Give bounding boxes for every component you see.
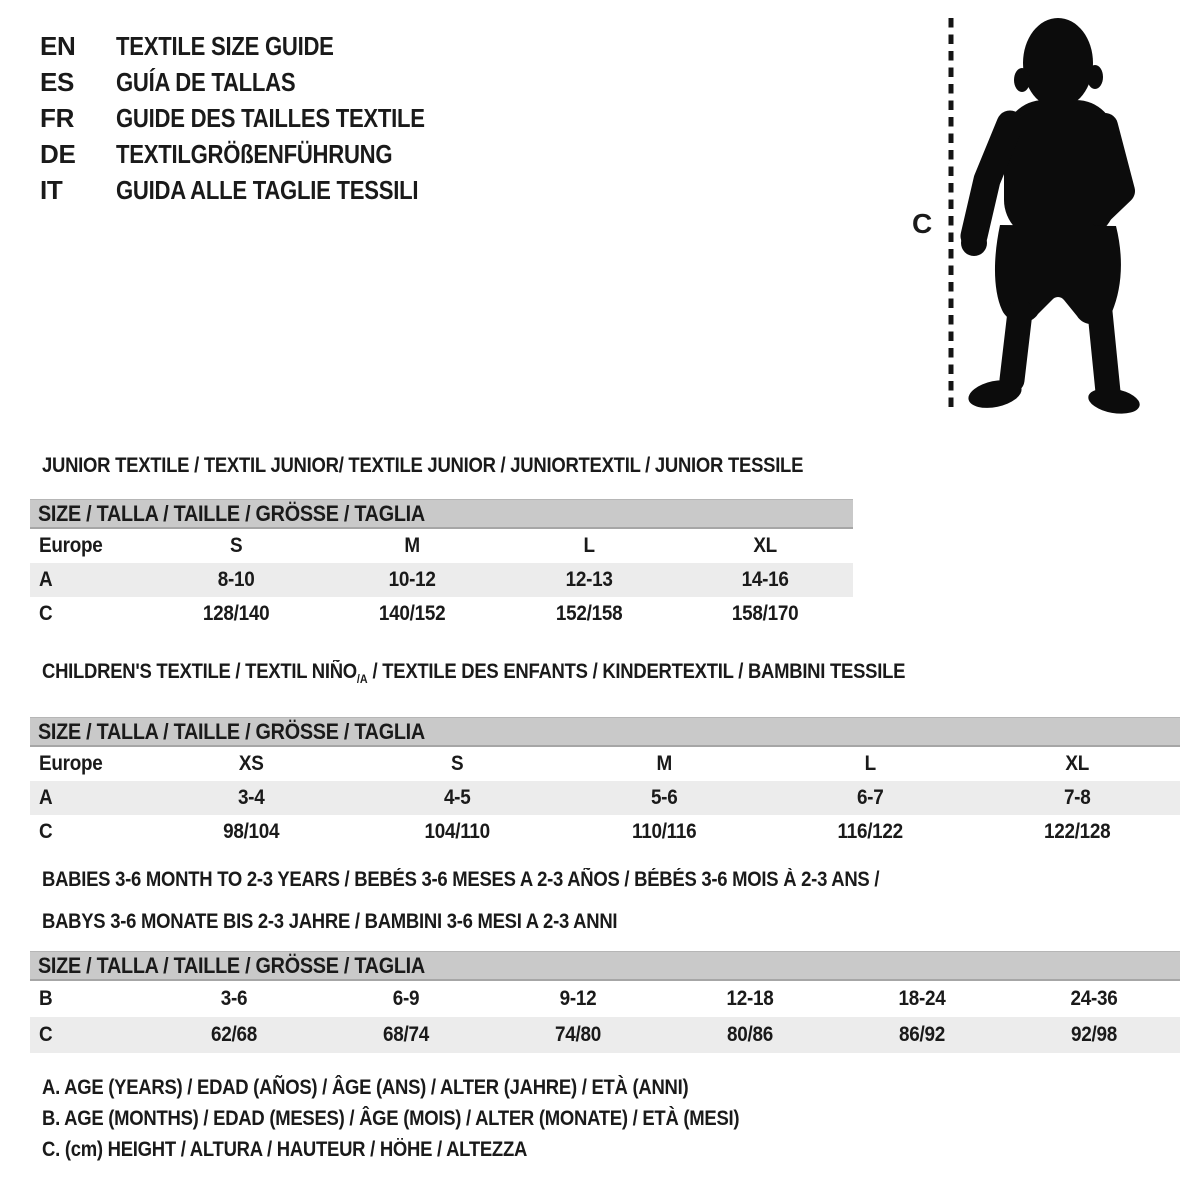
value-cell: 6-7	[857, 785, 884, 809]
legend-line-c: C. (cm) HEIGHT / ALTURA / HAUTEUR / HÖHE / ALTEZZA	[42, 1138, 528, 1161]
size-cell: M	[404, 534, 421, 558]
value-cell: 10-12	[388, 568, 436, 592]
value-cell: 3-4	[237, 785, 265, 809]
value-cell: 104/110	[424, 819, 491, 843]
row-label-cell: B	[39, 987, 53, 1011]
row-label-cell: C	[39, 819, 53, 843]
nino-a-subscript: /A	[356, 672, 368, 687]
value-cell: 140/152	[379, 602, 446, 626]
size-header-bar: SIZE / TALLA / TAILLE / GRÖSSE / TAGLIA	[30, 951, 1180, 981]
junior-section-title: JUNIOR TEXTILE / TEXTIL JUNIOR/ TEXTILE JUNIOR / JUNIORTEXTIL / JUNIOR TESSILE	[42, 454, 804, 478]
value-cell: 12-13	[565, 568, 613, 592]
language-code: EN	[40, 31, 76, 61]
value-cell: 116/122	[837, 819, 904, 843]
value-cell: 24-36	[1070, 987, 1118, 1011]
legend-line-a: A. AGE (YEARS) / EDAD (AÑOS) / ÂGE (ANS) / ALTER (JAHRE) / ETÀ (ANNI)	[42, 1076, 689, 1099]
legend-line-b: B. AGE (MONTHS) / EDAD (MESES) / ÂGE (MOIS) / ALTER (MONATE) / ETÀ (MESI)	[42, 1107, 740, 1130]
children-textile-section	[30, 643, 1180, 849]
value-cell: 152/158	[555, 602, 622, 626]
value-cell: 14-16	[741, 568, 789, 592]
language-code: IT	[40, 175, 63, 205]
value-cell: 62/68	[211, 1023, 257, 1047]
language-title: TEXTILGRÖßENFÜHRUNG	[116, 139, 393, 169]
table-row-height	[30, 815, 1180, 849]
value-cell: 18-24	[898, 987, 946, 1011]
height-figure	[900, 0, 1160, 430]
value-cell: 128/140	[202, 602, 270, 626]
size-cell: S	[229, 534, 243, 558]
table-row-height	[30, 1017, 1180, 1053]
value-cell: 110/116	[631, 819, 697, 843]
value-cell: 12-18	[726, 987, 774, 1011]
row-label-cell: C	[39, 602, 53, 626]
table-row-age	[30, 563, 853, 597]
babies-textile-section	[30, 851, 1180, 1053]
row-label-cell: Europe	[39, 751, 103, 775]
value-cell: 158/170	[731, 602, 799, 626]
language-row-es	[40, 64, 479, 100]
language-row-it	[40, 172, 479, 208]
language-row-fr	[40, 100, 479, 136]
row-label-cell: A	[39, 568, 53, 592]
language-header	[40, 28, 479, 208]
value-cell: 7-8	[1063, 785, 1091, 809]
language-row-de	[40, 136, 479, 172]
babies-section-title-line1: BABIES 3-6 MONTH TO 2-3 YEARS / BEBÉS 3-6 MESES A 2-3 AÑOS / BÉBÉS 3-6 MOIS À 2-3 ANS /	[42, 868, 880, 892]
value-cell: 92/98	[1071, 1023, 1117, 1047]
value-cell: 68/74	[383, 1023, 429, 1047]
legend	[30, 1072, 834, 1165]
row-label-cell: Europe	[39, 534, 103, 558]
language-title: GUIDE DES TAILLES TEXTILE	[116, 103, 425, 133]
children-size-table	[30, 717, 1180, 849]
language-row-en	[40, 28, 479, 64]
toddler-silhouette-shape	[961, 18, 1142, 417]
toddler-silhouette-icon	[900, 0, 1160, 430]
value-cell: 74/80	[555, 1023, 601, 1047]
value-cell: 6-9	[392, 987, 420, 1011]
table-row-europe	[30, 529, 853, 563]
junior-textile-section	[30, 437, 853, 631]
value-cell: 8-10	[217, 568, 255, 592]
language-code: DE	[40, 139, 76, 169]
table-row-months	[30, 981, 1180, 1017]
size-cell: S	[451, 751, 464, 775]
value-cell: 9-12	[559, 987, 597, 1011]
language-title: GUÍA DE TALLAS	[116, 67, 296, 97]
value-cell: 5-6	[650, 785, 678, 809]
value-cell: 122/128	[1043, 819, 1110, 843]
babies-section-title-line2: BABYS 3-6 MONATE BIS 2-3 JAHRE / BAMBINI 3-6 MESI A 2-3 ANNI	[42, 909, 618, 933]
table-row-europe	[30, 747, 1180, 781]
table-row-height	[30, 597, 853, 631]
junior-size-table	[30, 499, 853, 631]
language-title: TEXTILE SIZE GUIDE	[116, 31, 334, 61]
value-cell: 86/92	[899, 1023, 945, 1047]
size-cell: XS	[238, 751, 264, 775]
language-title: GUIDA ALLE TAGLIE TESSILI	[116, 175, 419, 205]
row-label-cell: A	[39, 785, 53, 809]
size-cell: L	[864, 751, 877, 775]
size-header-bar: SIZE / TALLA / TAILLE / GRÖSSE / TAGLIA	[30, 499, 853, 529]
size-header-bar: SIZE / TALLA / TAILLE / GRÖSSE / TAGLIA	[30, 717, 1180, 747]
babies-size-table	[30, 951, 1180, 1053]
value-cell: 4-5	[444, 785, 471, 809]
size-cell: L	[582, 534, 595, 558]
size-cell: XL	[753, 534, 777, 558]
value-cell: 98/104	[223, 819, 280, 843]
row-label-cell: C	[39, 1023, 53, 1047]
language-code: ES	[40, 67, 75, 97]
height-label: C	[912, 208, 932, 239]
children-section-title: CHILDREN'S TEXTILE / TEXTIL $NIÑO_{/A}$ / TEXTILE DES ENFANTS / KINDERTEXTIL / BAMBINI TESSILE	[42, 660, 906, 687]
table-row-age	[30, 781, 1180, 815]
language-code: FR	[40, 103, 75, 133]
value-cell: 3-6	[220, 987, 248, 1011]
size-cell: XL	[1064, 751, 1089, 775]
value-cell: 80/86	[727, 1023, 773, 1047]
size-cell: M	[656, 751, 672, 775]
